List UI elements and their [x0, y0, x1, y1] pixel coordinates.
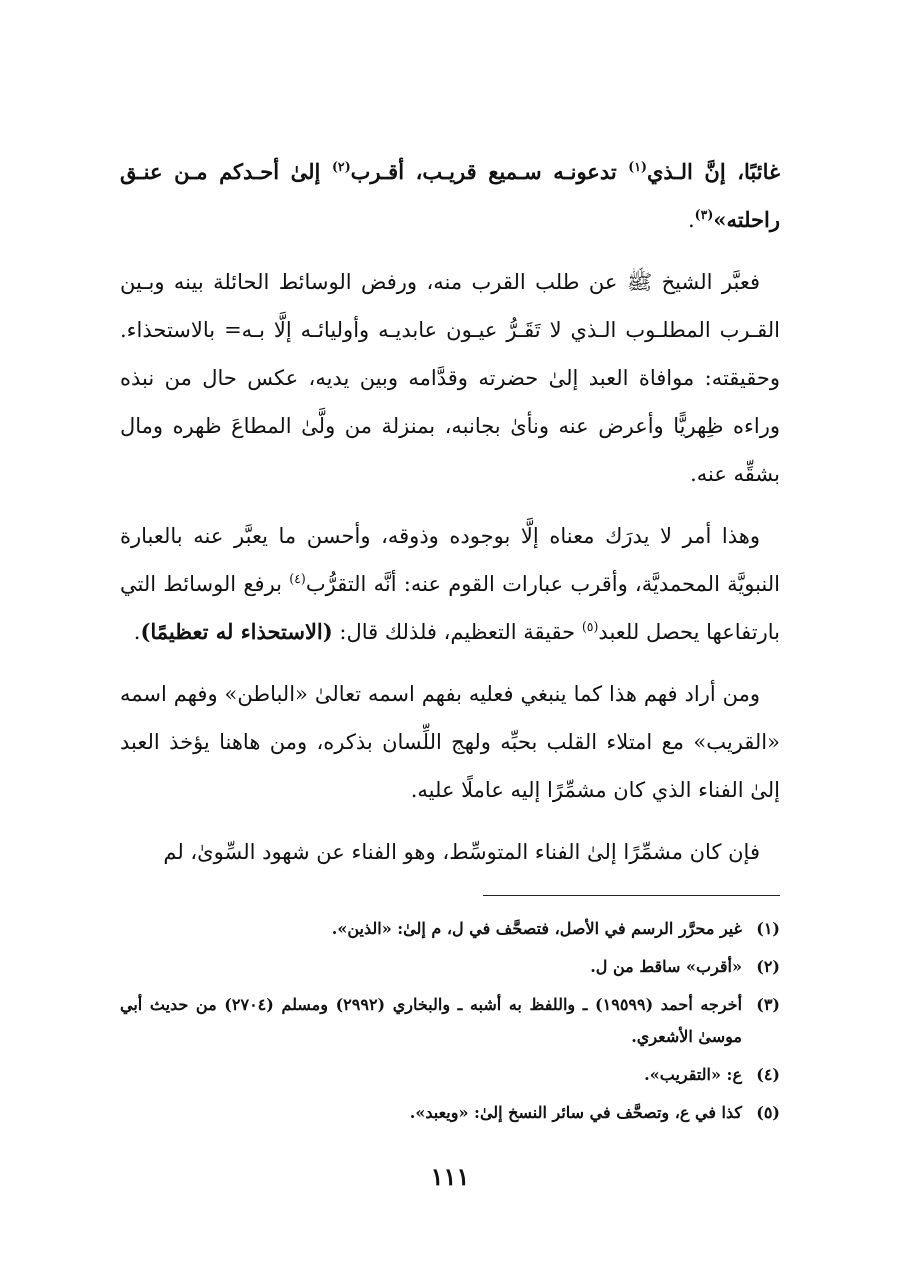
text-segment: برفع الوسائط التي بارتفاعها يحصل للعبد	[120, 572, 780, 644]
footnote	[120, 913, 780, 945]
footnote	[120, 989, 780, 1053]
footnotes	[120, 913, 780, 1135]
footnote	[120, 1097, 780, 1129]
footnote-text: كذا في ع، وتصحَّف في سائر النسخ إلىٰ: «ويعبد».	[409, 1103, 742, 1122]
text-segment: .	[133, 620, 141, 644]
footnote-number: (١)	[756, 919, 780, 938]
main-text	[120, 148, 780, 876]
footnote	[120, 951, 780, 983]
footnote-text: أخرجه أحمد (١٩٥٩٩) ـ واللفظ به أشبه ـ والبخاري (٢٩٩٢) ومسلم (٢٧٠٤) من حديث أبي موسىٰ الأشعري.	[120, 995, 743, 1046]
footnote-marker: (٥)	[581, 619, 599, 634]
footnote-number: (٥)	[756, 1103, 780, 1122]
text-segment: ومن أراد فهم هذا كما ينبغي فعليه بفهم اسمه تعالىٰ «الباطن» وفهم اسمه «القريب» مع امتلاء القلب بحبِّه ولهج اللِّسان بذكره، ومن هاهنا يؤخذ العبد إلىٰ الفناء الذي كان مشمِّرًا إليه عاملًا عليه.	[120, 682, 780, 802]
footnote-marker: (٣)	[694, 207, 714, 222]
footnote	[120, 1059, 780, 1091]
text-segment: غائبًا، إنَّ الـذي	[647, 159, 780, 184]
text-segment: وهذا أمر لا يدرَك معناه إلَّا بوجوده وذوقه، وأحسن ما يعبَّر عنه بالعبارة النبويَّة المحمديَّة، وأقرب عبارات القوم عنه: أنَّه التقرُّب	[120, 524, 780, 596]
page-number: ١١١	[430, 1162, 470, 1191]
text-segment: (الاستحذاء له تعظيمًا)	[140, 619, 333, 644]
footnote-text: «أقرب» ساقط من ل.	[590, 957, 742, 976]
footnote-number: (٣)	[756, 995, 780, 1014]
text-segment: إلىٰ أحـدكم مـن عنـق راحلته»	[120, 159, 780, 232]
paragraph	[120, 512, 780, 656]
text-segment: فإن كان مشمِّرًا إلىٰ الفناء المتوسِّط، وهو الفناء عن شهود السِّوىٰ، لم	[163, 840, 760, 864]
footnote-separator	[483, 895, 780, 896]
paragraph	[120, 828, 780, 876]
footnote-number: (٢)	[756, 957, 780, 976]
text-segment: تدعونـه سـميع قريـب، أقـرب	[350, 159, 629, 184]
footnote-marker: (٢)	[331, 159, 351, 174]
text-segment: .	[687, 208, 695, 232]
footnote-text: غير محرَّر الرسم في الأصل، فتصحَّف في ل، م إلىٰ: «الذين».	[331, 919, 742, 938]
paragraph	[120, 670, 780, 814]
paragraph	[120, 148, 780, 244]
footnote-marker: (١)	[628, 159, 647, 174]
text-segment: فعبَّر الشيخ ﷺ عن طلب القرب منه، ورفض الوسائط الحائلة بينه وبـين القـرب المطلـوب الـذي لا تَقَـرُّ عيـون عابديـه وأوليائـه إلَّا بـه= بالاستحذاء. وحقيقته: موافاة العبد إلىٰ حضرته وقدَّامه وبين يديه، عكس حال من نبذه وراءه ظِهريًّا وأعرض عنه ونأىٰ بجانبه، بمنزلة من ولَّىٰ المطاعَ ظهره ومال بشقِّه عنه.	[120, 270, 780, 486]
text-segment: حقيقة التعظيم، فلذلك قال:	[332, 620, 582, 644]
footnote-marker: (٤)	[289, 571, 306, 586]
paragraph	[120, 258, 780, 498]
footnote-text: ع: «التقريب».	[644, 1065, 742, 1084]
page-body	[120, 148, 780, 890]
footnote-number: (٤)	[756, 1065, 780, 1084]
